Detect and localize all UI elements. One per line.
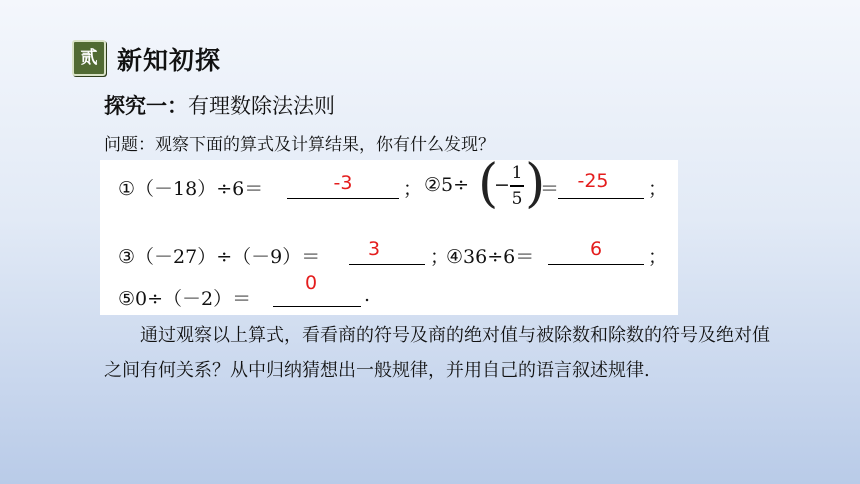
exploration-title	[104, 90, 335, 120]
separator-5: .	[364, 284, 371, 306]
exploration-topic: 有理数除法法则	[188, 94, 335, 118]
separator-1: ；	[403, 178, 423, 200]
answer-5: 0	[304, 272, 318, 294]
equation-4: ④36÷6＝	[446, 246, 535, 268]
equation-2-prefix: ②5÷	[424, 174, 470, 196]
instruction-paragraph: 通过观察以上算式，看看商的符号及商的绝对值与被除数和除数的符号及绝对值之间有何关系？从中归纳猜想出一般规律，并用自己的语言叙述规律.	[104, 325, 770, 381]
equation-2-sign: −	[494, 174, 510, 196]
fraction-bar	[510, 185, 524, 187]
equation-panel	[100, 154, 678, 315]
question-text: 问题：观察下面的算式及计算结果，你有什么发现？	[104, 135, 495, 155]
equation-5: ⑤0÷（－2）＝	[118, 288, 252, 310]
equation-2-equals: ＝	[540, 178, 560, 200]
fraction-denominator: 5	[511, 188, 523, 209]
separator-4: ；	[648, 246, 668, 268]
section-title: 新知初探	[117, 46, 222, 75]
answer-4: 6	[589, 238, 603, 260]
answer-1: -3	[333, 172, 353, 194]
separator-3: ；	[430, 246, 450, 268]
separator-2: ；	[648, 178, 668, 200]
exploration-label: 探究一：	[104, 94, 188, 118]
equation-3: ③（－27）÷（－9）＝	[118, 246, 321, 268]
section-number-badge: 贰	[72, 40, 106, 76]
answer-3: 3	[367, 238, 381, 260]
abs-bar-right: )	[525, 154, 546, 214]
fraction-numerator: 1	[511, 163, 523, 183]
answer-2: -25	[577, 170, 609, 192]
abs-bar-left: (	[478, 154, 499, 214]
fraction	[510, 163, 524, 209]
equation-1: ①（－18）÷6＝	[118, 178, 264, 200]
